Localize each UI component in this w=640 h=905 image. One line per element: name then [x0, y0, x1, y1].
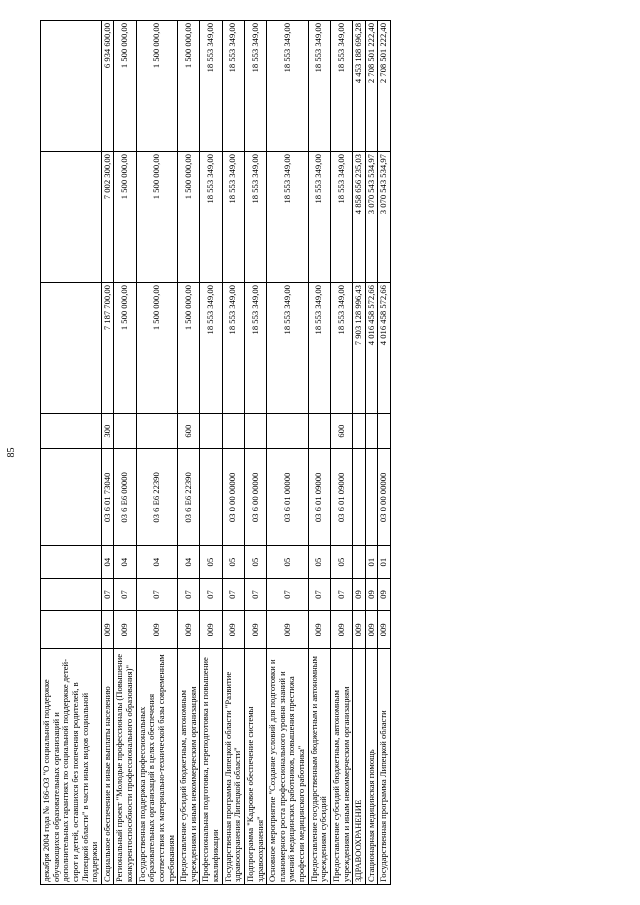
target-article-code: 03 6 Е6 22390	[136, 449, 178, 546]
amount-year-3: 18 553 349,00	[200, 21, 222, 152]
row-name: Государственная поддержка профессиональных образовательных организаций в целях обеспечения соответствия их материально-технической базы современным требованиям	[136, 649, 178, 885]
row-name: Региональный проект "Молодые профессионалы (Повышение конкурентоспособности профессионального образования)"	[114, 649, 136, 885]
amount-year-1: 18 553 349,00	[267, 283, 309, 414]
table-row	[365, 21, 378, 885]
subsection-code: 05	[222, 546, 244, 578]
amount-year-2: 1 500 000,00	[136, 152, 178, 283]
grbs-code: 009	[267, 611, 309, 649]
grbs-code: 009	[200, 611, 222, 649]
amount-year-2: 18 553 349,00	[222, 152, 244, 283]
section-code	[41, 578, 102, 610]
amount-year-3: 1 500 000,00	[114, 21, 136, 152]
amount-year-2: 3 070 543 534,97	[378, 152, 391, 283]
row-name: Стационарная медицинская помощь	[365, 649, 378, 885]
section-code: 07	[222, 578, 244, 610]
amount-year-1: 18 553 349,00	[330, 283, 352, 414]
amount-year-3: 18 553 349,00	[308, 21, 330, 152]
section-code: 07	[267, 578, 309, 610]
target-article-code: 03 6 01 73040	[101, 449, 114, 546]
subsection-code: 01	[365, 546, 378, 578]
expense-type-code	[244, 414, 266, 449]
amount-year-3: 18 553 349,00	[222, 21, 244, 152]
grbs-code: 009	[114, 611, 136, 649]
subsection-code: 04	[101, 546, 114, 578]
table-row	[178, 21, 200, 885]
amount-year-1: 1 500 000,00	[136, 283, 178, 414]
expense-type-code	[114, 414, 136, 449]
subsection-code: 05	[330, 546, 352, 578]
grbs-code: 009	[308, 611, 330, 649]
amount-year-1: 18 553 349,00	[244, 283, 266, 414]
subsection-code: 01	[378, 546, 391, 578]
table-row	[114, 21, 136, 885]
row-name: Подпрограмма "Кадровое обеспечение системы здравоохранения"	[244, 649, 266, 885]
amount-year-3: 4 453 188 696,28	[353, 21, 366, 152]
amount-year-1: 7 187 700,00	[101, 283, 114, 414]
amount-year-1: 4 016 458 572,66	[365, 283, 378, 414]
grbs-code: 009	[101, 611, 114, 649]
amount-year-1: 4 016 458 572,66	[378, 283, 391, 414]
amount-year-3: 1 500 000,00	[136, 21, 178, 152]
section-code: 07	[244, 578, 266, 610]
amount-year-2: 4 858 656 235,03	[353, 152, 366, 283]
target-article-code	[365, 449, 378, 546]
amount-year-2: 1 500 000,00	[178, 152, 200, 283]
amount-year-2: 18 553 349,00	[308, 152, 330, 283]
row-name: Предоставление государственным бюджетным и автономным учреждениям субсидий	[308, 649, 330, 885]
grbs-code: 009	[378, 611, 391, 649]
target-article-code: 03 6 00 00000	[244, 449, 266, 546]
amount-year-1: 1 500 000,00	[178, 283, 200, 414]
row-name: ЗДРАВООХРАНЕНИЕ	[353, 649, 366, 885]
table-row	[244, 21, 266, 885]
expense-type-code: 600	[330, 414, 352, 449]
subsection-code: 05	[267, 546, 309, 578]
subsection-code: 05	[308, 546, 330, 578]
section-code: 07	[114, 578, 136, 610]
table-row	[308, 21, 330, 885]
target-article-code: 03 0 00 00000	[222, 449, 244, 546]
amount-year-3: 2 708 501 222,40	[365, 21, 378, 152]
table-row	[222, 21, 244, 885]
subsection-code: 05	[244, 546, 266, 578]
amount-year-2: 3 070 543 534,97	[365, 152, 378, 283]
target-article-code: 03 6 Е6 00000	[114, 449, 136, 546]
subsection-code: 05	[200, 546, 222, 578]
row-name: декабря 2004 года № 166-ОЗ "О социальной поддержке обучающихся образовательных организаций и дополнительных гарантиях по социальной поддержке детей-сирот и детей, оставшихся без попечения родителей, в Липецкой области" в части иных видов социальной поддержки	[41, 649, 102, 885]
row-name: Государственная программа Липецкой области	[378, 649, 391, 885]
amount-year-3: 18 553 349,00	[330, 21, 352, 152]
table-row	[378, 21, 391, 885]
grbs-code: 009	[353, 611, 366, 649]
page-number: 85	[6, 447, 17, 458]
amount-year-2: 18 553 349,00	[244, 152, 266, 283]
amount-year-3	[41, 21, 102, 152]
subsection-code: 04	[114, 546, 136, 578]
grbs-code: 009	[222, 611, 244, 649]
row-name: Основное мероприятие "Создание условий для подготовки и планомерного роста профессионального уровня знаний и умений медицинских работников, повышения престижа профессии медицинского работника"	[267, 649, 309, 885]
amount-year-2: 18 553 349,00	[330, 152, 352, 283]
amount-year-2	[41, 152, 102, 283]
row-name: Государственная программа Липецкой области "Развитие здравоохранения Липецкой области"	[222, 649, 244, 885]
target-article-code: 03 6 01 09000	[308, 449, 330, 546]
amount-year-3: 2 708 501 222,40	[378, 21, 391, 152]
section-code: 07	[308, 578, 330, 610]
subsection-code	[353, 546, 366, 578]
expense-type-code	[267, 414, 309, 449]
target-article-code: 03 6 01 09000	[330, 449, 352, 546]
row-name: Предоставление субсидий бюджетным, автономным учреждениям и иным некоммерческим организациям	[178, 649, 200, 885]
section-code: 07	[178, 578, 200, 610]
amount-year-3: 6 934 600,00	[101, 21, 114, 152]
section-code: 09	[365, 578, 378, 610]
grbs-code: 009	[136, 611, 178, 649]
amount-year-2: 18 553 349,00	[267, 152, 309, 283]
table-row	[330, 21, 352, 885]
expense-type-code	[136, 414, 178, 449]
amount-year-3: 18 553 349,00	[244, 21, 266, 152]
section-code: 09	[378, 578, 391, 610]
expense-type-code	[222, 414, 244, 449]
table-row	[200, 21, 222, 885]
row-name: Предоставление субсидий бюджетным, автономным учреждениям и иным некоммерческим организациям	[330, 649, 352, 885]
amount-year-3: 1 500 000,00	[178, 21, 200, 152]
expense-type-code	[308, 414, 330, 449]
subsection-code	[41, 546, 102, 578]
amount-year-2: 1 500 000,00	[114, 152, 136, 283]
grbs-code	[41, 611, 102, 649]
amount-year-1: 7 903 128 996,43	[353, 283, 366, 414]
table-row	[353, 21, 366, 885]
amount-year-2: 18 553 349,00	[200, 152, 222, 283]
expense-type-code	[378, 414, 391, 449]
expense-type-code	[41, 414, 102, 449]
expense-type-code	[365, 414, 378, 449]
grbs-code: 009	[365, 611, 378, 649]
target-article-code: 03 6 Е6 22390	[178, 449, 200, 546]
row-name: Социальное обеспечение и иные выплаты населению	[101, 649, 114, 885]
section-code: 07	[101, 578, 114, 610]
section-code: 07	[136, 578, 178, 610]
table-row	[267, 21, 309, 885]
target-article-code	[200, 449, 222, 546]
target-article-code	[353, 449, 366, 546]
amount-year-1: 18 553 349,00	[200, 283, 222, 414]
budget-table	[40, 20, 391, 885]
target-article-code: 03 0 00 00000	[378, 449, 391, 546]
grbs-code: 009	[330, 611, 352, 649]
amount-year-1: 1 500 000,00	[114, 283, 136, 414]
expense-type-code: 300	[101, 414, 114, 449]
grbs-code: 009	[178, 611, 200, 649]
grbs-code: 009	[244, 611, 266, 649]
table-row	[101, 21, 114, 885]
subsection-code: 04	[136, 546, 178, 578]
subsection-code: 04	[178, 546, 200, 578]
amount-year-2: 7 002 300,00	[101, 152, 114, 283]
target-article-code	[41, 449, 102, 546]
section-code: 09	[353, 578, 366, 610]
table-row	[136, 21, 178, 885]
expense-type-code	[200, 414, 222, 449]
amount-year-1: 18 553 349,00	[308, 283, 330, 414]
row-name: Профессиональная подготовка, переподготовка и повышение квалификации	[200, 649, 222, 885]
table-row	[41, 21, 102, 885]
amount-year-1	[41, 283, 102, 414]
target-article-code: 03 6 01 00000	[267, 449, 309, 546]
expense-type-code: 600	[178, 414, 200, 449]
section-code: 07	[330, 578, 352, 610]
expense-type-code	[353, 414, 366, 449]
section-code: 07	[200, 578, 222, 610]
amount-year-1: 18 553 349,00	[222, 283, 244, 414]
amount-year-3: 18 553 349,00	[267, 21, 309, 152]
